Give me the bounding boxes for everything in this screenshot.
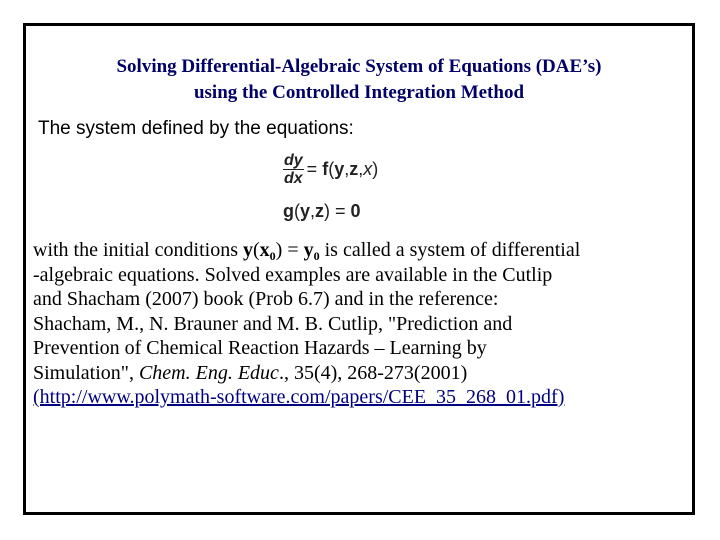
var-z: z: [349, 158, 359, 179]
slide-frame: [23, 23, 695, 515]
ode-equation: [283, 149, 378, 189]
paren-close: ): [324, 201, 331, 221]
equals-sign: =: [306, 158, 318, 179]
intro-text: The system defined by the equations:: [38, 118, 354, 139]
body-paragraph: [33, 238, 695, 410]
journal-name: Chem. Eng. Educ: [138, 361, 279, 384]
body-line-4: Shacham, M., N. Brauner and M. B. Cutlip, "Prediction and: [33, 312, 513, 335]
body-text: ., 35(4), 268-273(2001): [278, 361, 468, 384]
ode-rhs: [307, 159, 379, 180]
var-y: y: [334, 158, 345, 179]
subscript-zero: 0: [313, 249, 320, 263]
var-y0: [304, 239, 320, 261]
body-text: is called a system of differential: [319, 239, 581, 261]
equals-sign: =: [330, 201, 351, 221]
var-z: z: [315, 201, 325, 221]
fraction-numerator: dy: [284, 151, 303, 169]
paren-open: (: [294, 201, 300, 221]
var-x-letter: x: [259, 239, 270, 261]
body-text: with the initial conditions: [33, 239, 243, 261]
var-x: [260, 239, 276, 261]
var-y: y: [242, 239, 253, 261]
slide-title: [26, 54, 692, 106]
subscript-zero: 0: [269, 249, 276, 263]
body-line-6: [33, 361, 695, 386]
title-line-2: using the Controlled Integration Method: [193, 82, 525, 103]
paren-close: ): [275, 239, 283, 261]
derivative-fraction: [283, 152, 304, 187]
body-text: Simulation",: [33, 361, 139, 384]
title-line-1: Solving Differential-Algebraic System of Equations (DAE’s): [116, 56, 602, 77]
function-f: f: [322, 158, 329, 179]
body-line-1: [33, 238, 695, 263]
var-x: x: [363, 158, 373, 179]
paren-close: ): [372, 158, 379, 179]
body-line-2: -algebraic equations. Solved examples are available in the Cutlip: [33, 263, 553, 286]
comma: ,: [310, 201, 316, 221]
algebraic-equation: [283, 201, 361, 222]
equation-block: [283, 143, 413, 228]
reference-link[interactable]: (http://www.polymath-software.com/papers/CEE_35_268_01.pdf): [33, 386, 565, 408]
body-line-3: and Shacham (2007) book (Prob 6.7) and in the reference:: [33, 288, 499, 310]
var-y-letter: y: [303, 239, 314, 261]
body-line-5: Prevention of Chemical Reaction Hazards – Learning by: [33, 337, 487, 359]
fraction-denominator: dx: [284, 169, 303, 187]
comma: ,: [344, 158, 350, 179]
function-g: g: [283, 201, 294, 221]
equals-sign: =: [282, 239, 304, 261]
comma: ,: [358, 158, 364, 179]
var-y: y: [300, 201, 311, 221]
zero: 0: [350, 201, 361, 221]
paren-open: (: [328, 158, 335, 179]
paren-open: (: [252, 239, 260, 261]
